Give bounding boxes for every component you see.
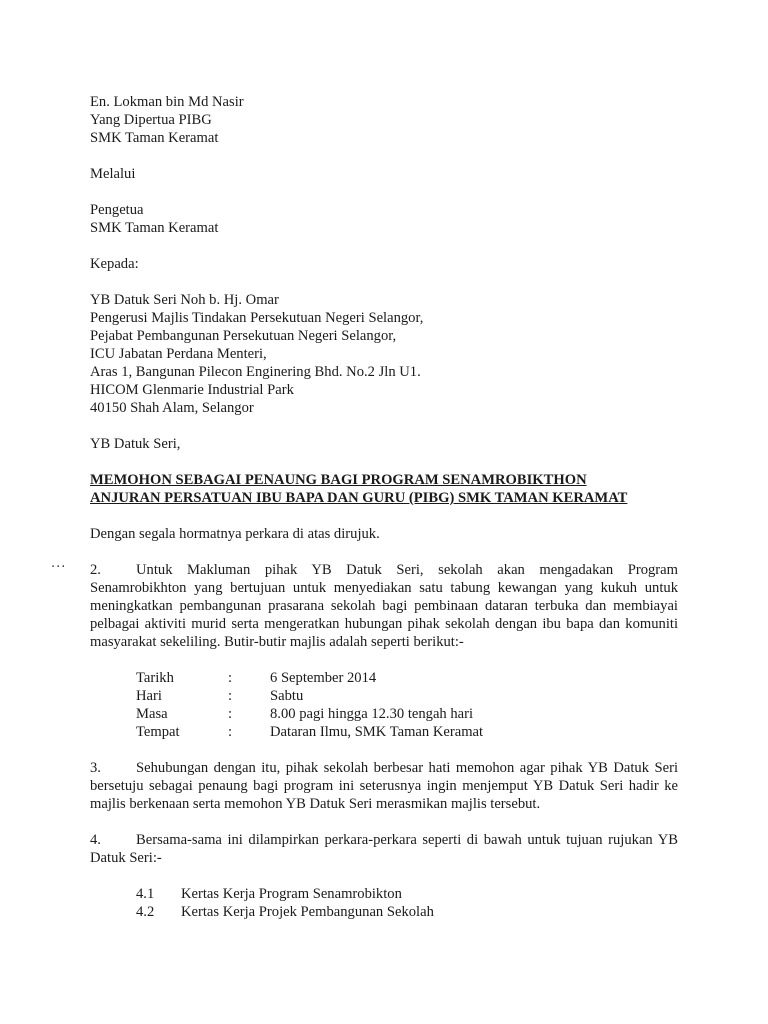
attachment-text: Kertas Kerja Projek Pembangunan Sekolah	[181, 904, 434, 920]
detail-row	[136, 687, 678, 705]
attachment-number: 4.1	[136, 886, 155, 902]
paragraph-line: masyarakat sekeliling. Butir-butir majlis adalah seperti berikut:-	[90, 634, 464, 650]
detail-label: Tarikh	[136, 670, 174, 686]
paragraph-line: Datuk Seri:-	[90, 850, 162, 866]
detail-row	[136, 669, 678, 687]
event-details	[136, 669, 678, 741]
via-position: Pengetua	[90, 202, 144, 218]
recipient-line: Aras 1, Bangunan Pilecon Enginering Bhd. No.2 Jln U1.	[90, 364, 421, 380]
paragraph-line: Senamrobikhton yang bertujuan untuk menyediakan satu tabung kewangan yang kukuh untuk	[90, 580, 678, 596]
detail-label: Tempat	[136, 724, 180, 740]
sender-position: Yang Dipertua PIBG	[90, 112, 212, 128]
paragraph-line: pelbagai aktiviti murid serta mengeratkan hubungan pihak sekolah dengan ibu bapa dan komuniti	[90, 616, 678, 632]
via-label: Melalui	[90, 166, 136, 182]
detail-colon: :	[228, 724, 233, 740]
attachment-item	[136, 903, 678, 921]
paragraph-line	[90, 759, 678, 777]
attachment-item	[136, 885, 678, 903]
detail-row	[136, 723, 678, 741]
recipient-line: 40150 Shah Alam, Selangor	[90, 400, 254, 416]
detail-row	[136, 705, 678, 723]
detail-colon: :	[228, 688, 233, 704]
letter-title	[90, 471, 678, 507]
recipient-line: HICOM Glenmarie Industrial Park	[90, 382, 294, 398]
detail-value: 6 September 2014	[270, 670, 377, 686]
title-line-1: MEMOHON SEBAGAI PENAUNG BAGI PROGRAM SENAMROBIKTHON	[90, 472, 587, 488]
salutation: YB Datuk Seri,	[90, 436, 181, 452]
title-line-2: ANJURAN PERSATUAN IBU BAPA DAN GURU (PIBG) SMK TAMAN KERAMAT	[90, 490, 628, 506]
detail-label: Hari	[136, 688, 162, 704]
paragraph-number: 2.	[90, 562, 101, 578]
attachment-number: 4.2	[136, 904, 155, 920]
via-block	[90, 201, 678, 237]
paragraph-line: majlis berkenaan serta memohon YB Datuk Seri merasmikan majlis tersebut.	[90, 796, 541, 812]
via-school: SMK Taman Keramat	[90, 220, 219, 236]
detail-value: 8.00 pagi hingga 12.30 tengah hari	[270, 706, 474, 722]
paragraph-text: Bersama-sama ini dilampirkan perkara-perkara seperti di bawah untuk tujuan rujukan YB	[136, 832, 678, 848]
sender-name: En. Lokman bin Md Nasir	[90, 94, 244, 110]
recipient-label: Kepada:	[90, 256, 139, 272]
paragraph-line: meningkatkan pembangunan prasarana sekolah bagi pembinaan dataran terbuka dan membiayai	[90, 598, 678, 614]
detail-value: Dataran Ilmu, SMK Taman Keramat	[270, 724, 484, 740]
opening-sentence: Dengan segala hormatnya perkara di atas dirujuk.	[90, 526, 380, 542]
paragraph-text: Sehubungan dengan itu, pihak sekolah berbesar hati memohon agar pihak YB Datuk Seri	[136, 760, 678, 776]
paragraph-line: bersetuju sebagai penaung bagi program ini seterusnya ingin menjemput YB Datuk Seri hadir ke	[90, 778, 678, 794]
paragraph-2	[90, 561, 678, 651]
attachment-text: Kertas Kerja Program Senamrobikton	[181, 886, 402, 902]
sender-school: SMK Taman Keramat	[90, 130, 219, 146]
detail-colon: :	[228, 670, 233, 686]
detail-value: Sabtu	[270, 688, 304, 704]
paragraph-number: 4.	[90, 832, 101, 848]
attachment-list	[136, 885, 678, 921]
recipient-line: ICU Jabatan Perdana Menteri,	[90, 346, 267, 362]
letter-body	[90, 93, 678, 921]
recipient-line: YB Datuk Seri Noh b. Hj. Omar	[90, 292, 279, 308]
detail-label: Masa	[136, 706, 168, 722]
paragraph-text: Untuk Makluman pihak YB Datuk Seri, sekolah akan mengadakan Program	[136, 562, 678, 578]
detail-colon: :	[228, 706, 233, 722]
paragraph-line	[90, 831, 678, 849]
recipient-line: Pengerusi Majlis Tindakan Persekutuan Negeri Selangor,	[90, 310, 424, 326]
paragraph-3	[90, 759, 678, 813]
paragraph-4	[90, 831, 678, 867]
margin-mark: ...	[51, 556, 67, 571]
sender-block	[90, 93, 678, 147]
paragraph-number: 3.	[90, 760, 101, 776]
paragraph-line	[90, 561, 678, 579]
recipient-address	[90, 291, 678, 417]
recipient-line: Pejabat Pembangunan Persekutuan Negeri Selangor,	[90, 328, 397, 344]
